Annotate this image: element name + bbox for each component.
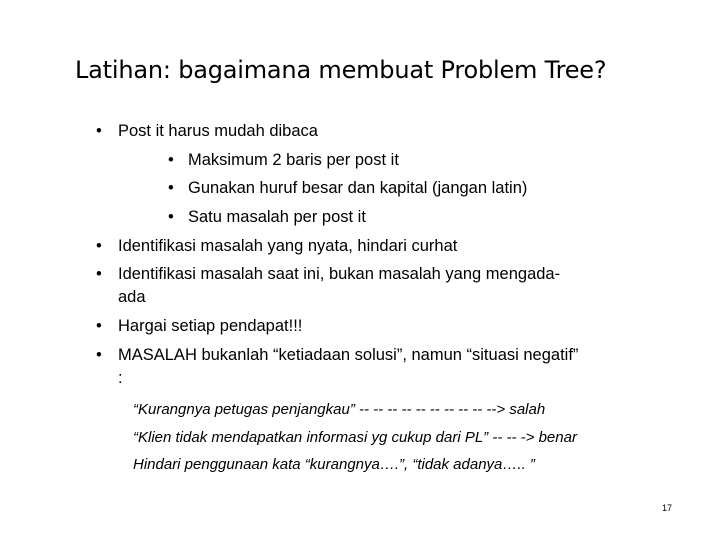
point-post-it-readable: Post it harus mudah dibaca (118, 122, 318, 140)
point-current-problem: Identifikasi masalah saat ini, bukan masalah yang mengada- (118, 265, 561, 283)
page-number: 17 (662, 503, 673, 513)
point-negative-situation-continuation: : (118, 369, 123, 387)
bullet-glyph: • (96, 237, 102, 255)
bullet-glyph: • (168, 151, 174, 169)
bullet-glyph: • (168, 208, 174, 226)
bullet-glyph: • (168, 179, 174, 197)
point-real-problem: Identifikasi masalah yang nyata, hindari curhat (118, 237, 458, 255)
point-negative-situation: MASALAH bukanlah “ketiadaan solusi”, namun “situasi negatif” (118, 346, 579, 364)
bullet-glyph: • (96, 317, 102, 335)
bullet-glyph: • (96, 346, 102, 364)
subpoint-one-problem: Satu masalah per post it (188, 208, 366, 226)
subpoint-max-lines: Maksimum 2 baris per post it (188, 151, 399, 169)
point-current-problem-continuation: ada (118, 288, 146, 306)
bullet-glyph: • (96, 122, 102, 140)
point-respect-opinions: Hargai setiap pendapat!!! (118, 317, 303, 335)
example-wrong: “Kurangnya petugas penjangkau” -- -- -- -- -- -- -- -- -- --> salah (133, 401, 546, 418)
example-correct: “Klien tidak mendapatkan informasi yg cukup dari PL” -- -- -> benar (133, 429, 577, 446)
subpoint-capital-letters: Gunakan huruf besar dan kapital (jangan latin) (188, 179, 528, 197)
bullet-glyph: • (96, 265, 102, 283)
example-avoid-words: Hindari penggunaan kata “kurangnya….”, “tidak adanya….. ” (133, 456, 535, 473)
slide-title: Latihan: bagaimana membuat Problem Tree? (75, 56, 607, 84)
